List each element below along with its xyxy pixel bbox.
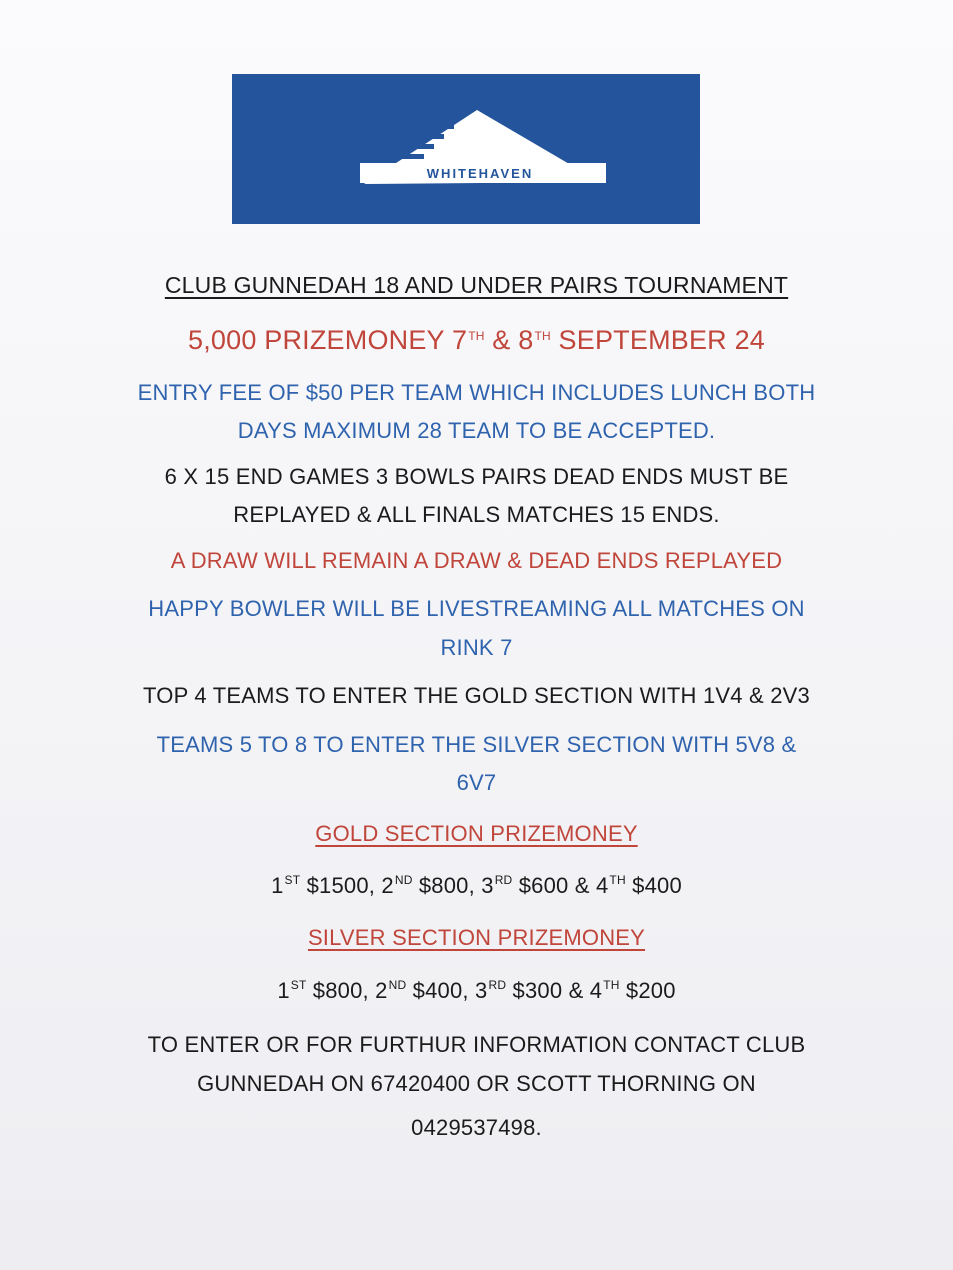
- mountain-logo-icon: [232, 74, 700, 224]
- tournament-title: CLUB GUNNEDAH 18 AND UNDER PAIRS TOURNAMENT: [164, 272, 789, 298]
- gold-section-heading: GOLD SECTION PRIZEMONEY: [315, 821, 638, 846]
- entry-fee-line-2: DAYS MAXIMUM 28 TEAM TO BE ACCEPTED.: [237, 418, 716, 443]
- draw-rule: A DRAW WILL REMAIN A DRAW & DEAD ENDS REPLAYED: [170, 548, 783, 573]
- entry-fee-line-1: ENTRY FEE OF $50 PER TEAM WHICH INCLUDES LUNCH BOTH: [137, 380, 816, 405]
- games-line-2: REPLAYED & ALL FINALS MATCHES 15 ENDS.: [233, 502, 720, 527]
- contact-line-2: GUNNEDAH ON 67420400 OR SCOTT THORNING ON: [197, 1071, 756, 1096]
- gold-entry-rule: TOP 4 TEAMS TO ENTER THE GOLD SECTION WITH 1V4 & 2V3: [143, 683, 810, 708]
- silver-section-heading: SILVER SECTION PRIZEMONEY: [307, 925, 646, 950]
- whitehaven-logo: [232, 74, 700, 224]
- contact-phone: 0429537498.: [411, 1115, 542, 1140]
- prize-date-line: 5,000 PRIZEMONEY 7TH & 8TH SEPTEMBER 24: [187, 325, 766, 355]
- silver-entry-line-1: TEAMS 5 TO 8 TO ENTER THE SILVER SECTION WITH 5V8 &: [156, 732, 797, 757]
- games-line-1: 6 X 15 END GAMES 3 BOWLS PAIRS DEAD ENDS MUST BE: [164, 464, 789, 489]
- livestream-line-1: HAPPY BOWLER WILL BE LIVESTREAMING ALL MATCHES ON: [148, 596, 805, 621]
- gold-prizes: 1ST $1500, 2ND $800, 3RD $600 & 4TH $400: [271, 873, 682, 898]
- contact-line-1: TO ENTER OR FOR FURTHUR INFORMATION CONTACT CLUB: [147, 1032, 806, 1057]
- logo-text: WHITEHAVEN: [426, 166, 534, 181]
- silver-prizes: 1ST $800, 2ND $400, 3RD $300 & 4TH $200: [277, 978, 676, 1003]
- livestream-line-2: RINK 7: [440, 635, 513, 660]
- silver-entry-line-2: 6V7: [456, 770, 497, 795]
